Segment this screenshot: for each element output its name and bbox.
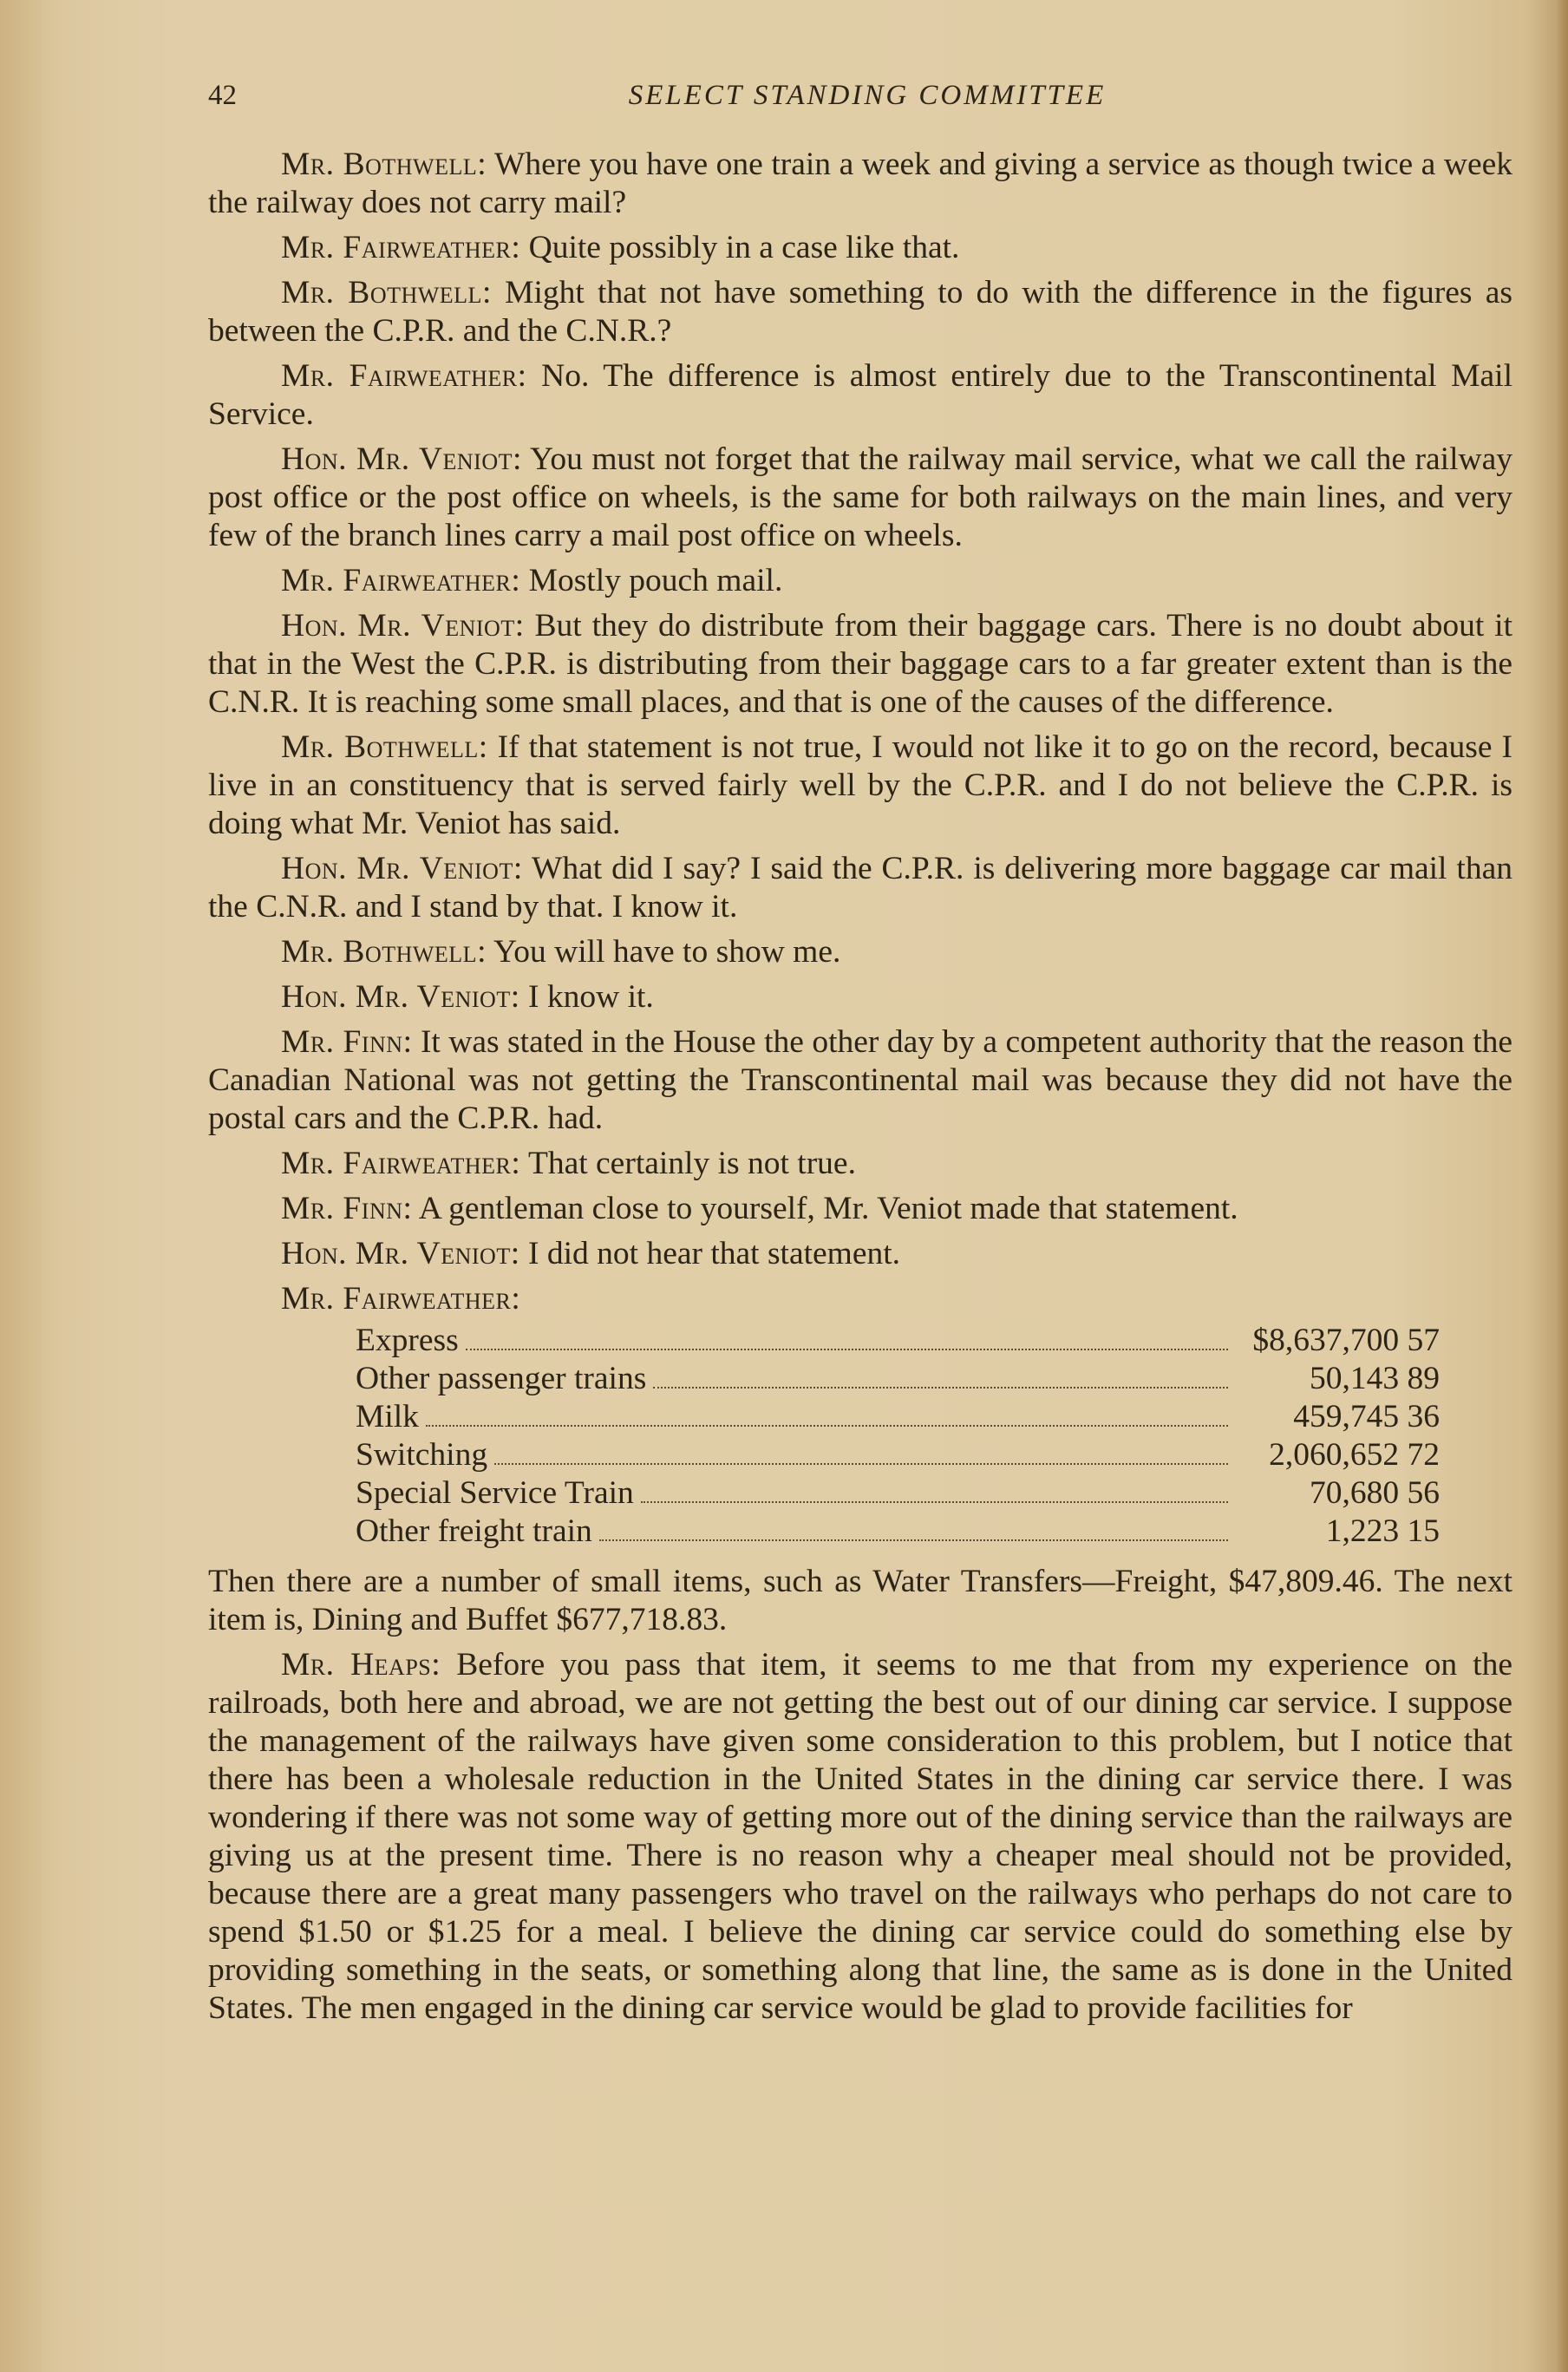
page-edge-shadow [1556,0,1568,2372]
page-header [208,80,1526,132]
paragraph-text: I know it. [519,979,654,1015]
paragraph [208,850,1512,926]
table-row [356,1360,1440,1398]
paragraph-text: Before you pass that item, it seems to me that from my experience on the railroads, both here and abroad, we are not getting the best out of our dining car service. I suppose the management of the railways have given some consideration to this problem, but I notice that there has been a wholesale reduction in the United States in the dining car service there. I was wondering if there was not some way of getting more out of the dining service than the railways are giving us at the present time. There is no reason why a cheaper meal should not be provided, because there are a great many passengers who travel on the railways who perhaps do not care to spend $1.50 or $1.25 for a meal. I believe the dining car service could do something else by providing something in the seats, or something along that line, the same as is done in the United States. The men engaged in the dining car service would be glad to provide facilities for [208,1647,1512,2026]
paragraph-text: Mostly pouch mail. [520,563,783,598]
dot-leader [466,1349,1228,1350]
paragraph-text: I did not hear that statement. [519,1236,901,1271]
row-amount: 70,680 56 [1310,1475,1440,1511]
dot-leader [641,1501,1228,1503]
speaker-name: Mr. Fairweather: [281,563,521,598]
table-row [356,1322,1440,1360]
speaker-name: Mr. Fairweather: [281,1146,521,1181]
row-amount: 50,143 89 [1310,1361,1440,1396]
page-number: 42 [208,80,237,111]
paragraph [208,1190,1512,1228]
row-label: Express [356,1323,459,1358]
table-row [356,1513,1440,1551]
speaker-name: Mr. Bothwell: [281,729,488,765]
paragraph [208,146,1512,222]
row-label: Switching [356,1437,488,1473]
paragraph [208,1646,1512,2028]
paragraph-text: What did I say? I said the C.P.R. is delivering more baggage car mail than the C.N.R. and I stand by that. I know it. [208,851,1512,925]
row-label: Special Service Train [356,1475,634,1511]
speaker-name: Mr. Bothwell: [281,275,492,310]
paragraph [208,1280,1512,1318]
paragraph [208,1145,1512,1183]
speaker-name: Mr. Fairweather: [281,1281,521,1317]
table-row [356,1398,1440,1436]
row-amount: $8,637,700 57 [1252,1323,1440,1358]
paragraph [208,229,1512,267]
paragraph-text: But they do distribute from their baggage cars. There is no doubt about it that in the West the C.P.R. is distributing from their baggage cars to a far greater extent than is the C.N.R. It is reaching some small places, and that is one of the causes of the difference. [208,608,1512,720]
paragraph-text: Quite possibly in a case like that. [520,230,960,265]
speaker-name: Hon. Mr. Veniot: [281,979,520,1015]
speaker-name: Mr. Finn: [281,1191,413,1226]
speaker-name: Hon. Mr. Veniot: [281,608,525,644]
paragraph [208,729,1512,843]
paragraph-text: A gentleman close to yourself, Mr. Veniot made that statement. [412,1191,1238,1226]
row-amount: 459,745 36 [1293,1399,1440,1434]
after-table-text: Then there are a number of small items, such as Water Transfers—Freight, $47,809.46. The next item is, Dining and Buffet $677,718.83. [208,1564,1512,1637]
speaker-name: Mr. Bothwell: [281,147,487,182]
paragraph-text: Where you have one train a week and giving a service as though twice a week the railway does not carry mail? [208,147,1512,220]
paragraph [208,978,1512,1016]
paragraph [208,607,1512,722]
speaker-name: Hon. Mr. Veniot: [281,851,523,886]
speaker-name: Mr. Heaps: [281,1647,441,1683]
speaker-name: Mr. Finn: [281,1024,413,1060]
dot-leader [494,1463,1228,1465]
paragraph [208,1235,1512,1273]
paragraph-text: That certainly is not true. [520,1146,856,1181]
table-row [356,1436,1440,1474]
paragraph [208,933,1512,971]
dot-leader [653,1387,1228,1389]
paragraph-text: You will have to show me. [487,934,841,970]
row-amount: 2,060,652 72 [1269,1437,1440,1473]
dot-leader [426,1425,1228,1427]
paragraph-text: You must not forget that the railway mail service, what we call the railway post office or the post office on wheels, is the same for both railways on the main lines, and very few of the branch lines carry a mail post office on wheels. [208,441,1512,553]
speaker-name: Mr. Bothwell: [281,934,487,970]
speaker-name: Hon. Mr. Veniot: [281,441,522,477]
transcript-body [208,146,1512,2035]
paragraph [208,562,1512,600]
paragraph [208,357,1512,434]
row-label: Milk [356,1399,419,1434]
row-label: Other freight train [356,1513,592,1549]
running-title: SELECT STANDING COMMITTEE [628,80,1107,111]
dot-leader [599,1539,1228,1541]
table-row [356,1474,1440,1513]
row-label: Other passenger trains [356,1361,647,1396]
paragraph [208,274,1512,350]
paragraph [208,441,1512,555]
paragraph-text: Might that not have something to do with the difference in the figures as between the C.P.R. and the C.N.R.? [208,275,1512,349]
speaker-name: Mr. Fairweather: [281,358,527,394]
paragraph-text: If that statement is not true, I would not like it to go on the record, because I live in an constituency that is served fairly well by the C.P.R. and I do not believe the C.P.R. is doing what Mr. Veniot has said. [208,729,1512,841]
speaker-name: Mr. Fairweather: [281,230,521,265]
speaker-name: Hon. Mr. Veniot: [281,1236,520,1271]
paragraph-text: No. The difference is almost entirely due to the Transcontinental Mail Service. [208,358,1512,432]
paragraph-text: It was stated in the House the other day by a competent authority that the reason the Canadian National was not getting the Transcontinental mail was because they did not have the postal cars and the C.P.R. had. [208,1024,1513,1136]
revenue-table [356,1322,1440,1551]
row-amount: 1,223 15 [1325,1513,1440,1549]
paragraph [208,1023,1512,1138]
